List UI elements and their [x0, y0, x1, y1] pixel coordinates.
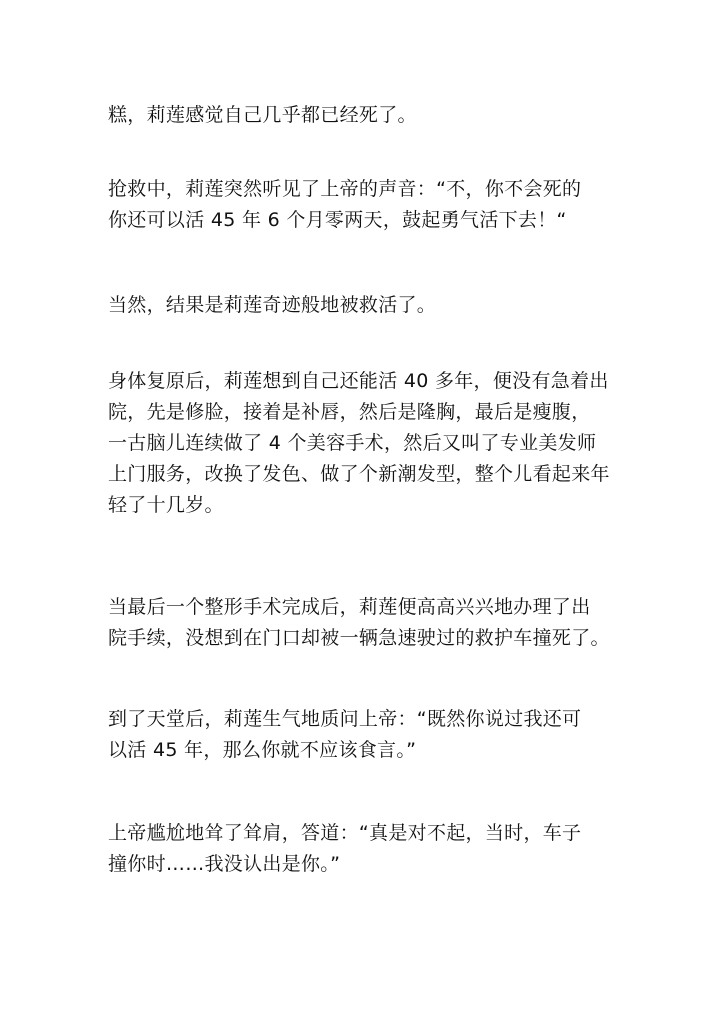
paragraph — [108, 290, 628, 321]
text-line: 以活 45 年，那么你就不应该食言。” — [108, 739, 417, 761]
text-line: 身体复原后，莉莲想到自己还能活 40 多年，便没有急着出 — [108, 370, 609, 392]
paragraph — [108, 818, 628, 880]
text-line: 到了天堂后，莉莲生气地质问上帝：“既然你说过我还可 — [108, 708, 582, 730]
text-line: 轻了十几岁。 — [108, 494, 224, 516]
text-line: 你还可以活 45 年 6 个月零两天，鼓起勇气活下去！“ — [108, 209, 567, 231]
text-line: 一古脑儿连续做了 4 个美容手术，然后又叫了专业美发师 — [108, 432, 597, 454]
paragraph — [108, 100, 628, 131]
text-line: 上帝尴尬地耸了耸肩，答道：“真是对不起，当时，车子 — [108, 822, 582, 844]
paragraph — [108, 704, 628, 766]
paragraph — [108, 174, 628, 236]
paragraph — [108, 592, 628, 654]
text-line: 当最后一个整形手术完成后，莉莲便高高兴兴地办理了出 — [108, 596, 591, 618]
text-line: 上门服务，改换了发色、做了个新潮发型，整个儿看起来年 — [108, 463, 610, 485]
text-line: 当然，结果是莉莲奇迹般地被救活了。 — [108, 294, 437, 316]
text-line: 撞你时……我没认出是你。” — [108, 853, 341, 875]
text-line: 糕，莉莲感觉自己几乎都已经死了。 — [108, 104, 417, 126]
paragraph — [108, 366, 628, 521]
text-line: 抢救中，莉莲突然听见了上帝的声音：“不，你不会死的 — [108, 178, 582, 200]
text-line: 院，先是修脸，接着是补唇，然后是隆胸，最后是瘦腹， — [108, 401, 591, 423]
text-line: 院手续，没想到在门口却被一辆急速驶过的救护车撞死了。 — [108, 627, 610, 649]
